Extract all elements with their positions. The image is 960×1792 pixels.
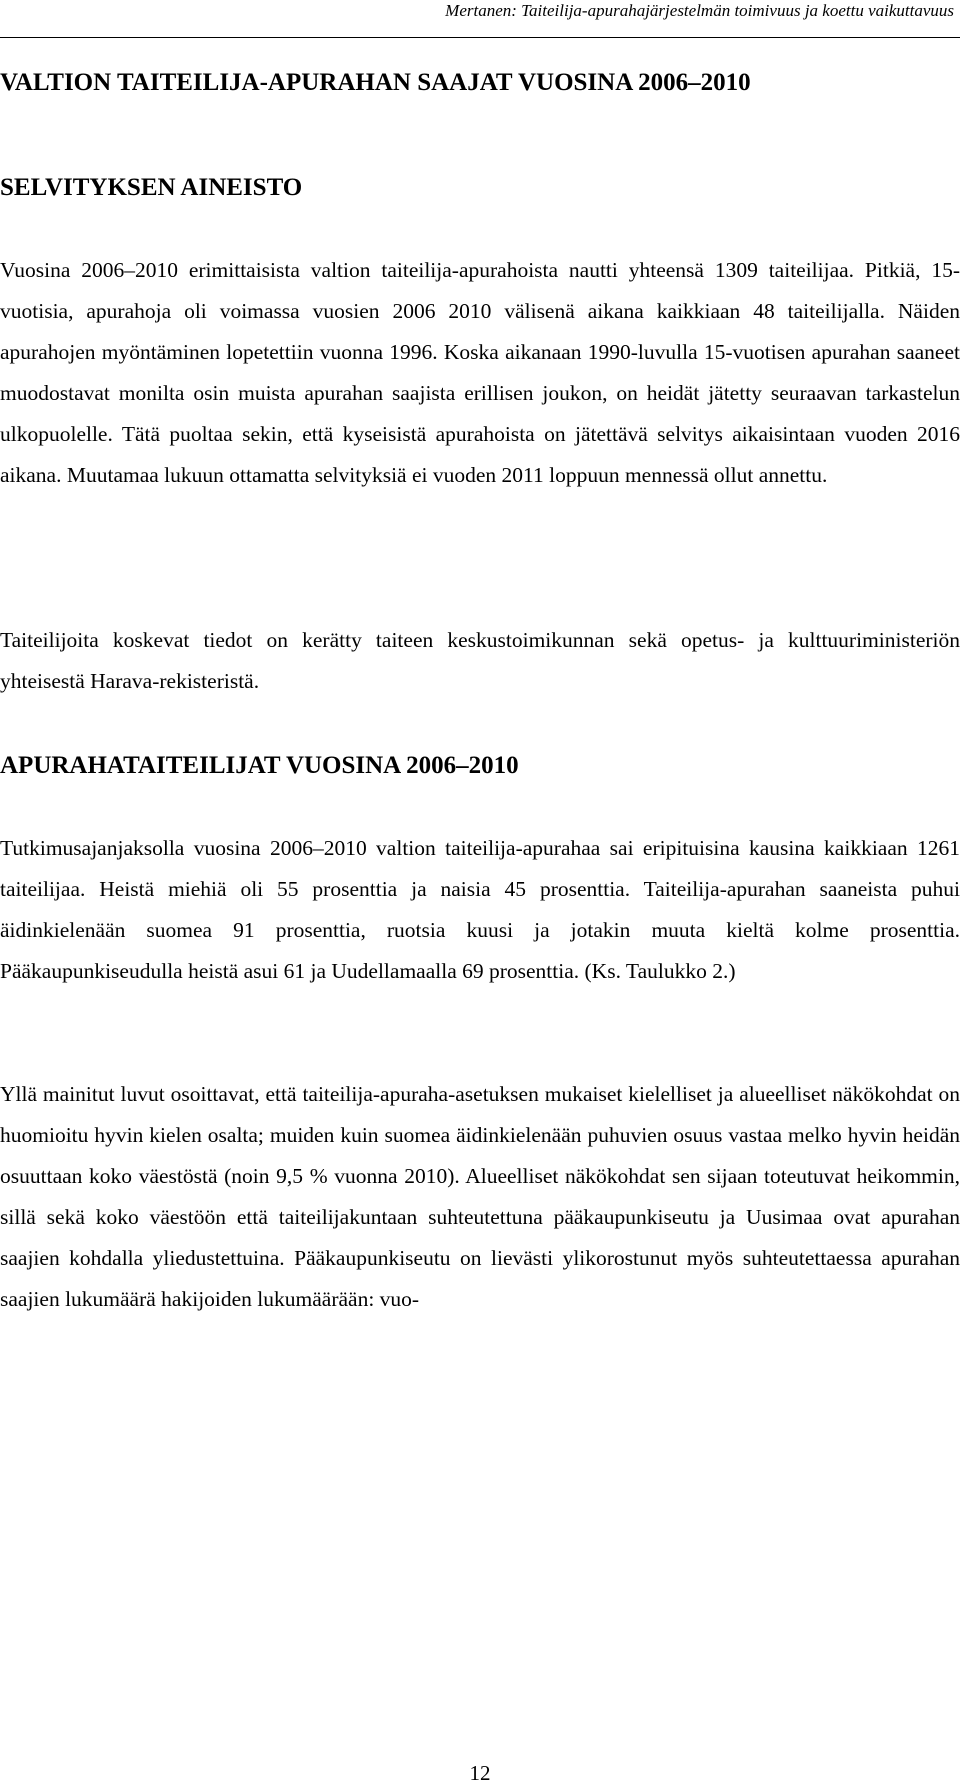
paragraph: Taiteilijoita koskevat tiedot on kerätty taiteen keskustoimikunnan sekä opetus- ja kulttuuriministeriön yhteisestä Harava-rekisteristä.	[0, 628, 960, 693]
page-number: 12	[469, 1761, 491, 1785]
paragraph: Yllä mainitut luvut osoittavat, että taiteilija-apuraha-asetuksen mukaiset kielelliset ja alueelliset näkökohdat on huomioitu hyvin kielen osalta; muiden kuin suomea äidinkielenään puhuvien osuus vastaa melko hyvin heidän osuuttaan koko väestöstä (noin 9,5 % vuonna 2010). Alueelliset näkökohdat sen sijaan toteutuvat heikommin, sillä sekä koko väestöön että taiteilijakuntaan suhteutettuna pääkaupunkiseutu ja Uusimaa ovat apurahan saajien kohdalla yliedustettuina. Pääkaupunkiseutu on lievästi ylikorostunut myös suhteutettaessa apurahan saajien lukumäärä hakijoiden lukumäärään: vuo-	[0, 1082, 960, 1311]
main-title: VALTION TAITEILIJA-APURAHAN SAAJAT VUOSINA 2006–2010	[0, 69, 751, 96]
running-header: Mertanen: Taiteilija-apurahajärjestelmän toimivuus ja koettu vaikuttavuus	[445, 1, 954, 20]
section-heading-apurahataiteilijat: APURAHATAITEILIJAT VUOSINA 2006–2010	[0, 752, 519, 779]
paragraph: Tutkimusajanjaksolla vuosina 2006–2010 valtion taiteilija-apurahaa sai eripituisina kausina kaikkiaan 1261 taiteilijaa. Heistä miehiä oli 55 prosenttia ja naisia 45 prosenttia. Taiteilija-apurahan saaneista puhui äidinkielenään suomea 91 prosenttia, ruotsia kuusi ja jotakin muuta kieltä kolme prosenttia. Pääkaupunkiseudulla heistä asui 61 ja Uudellamaalla 69 prosenttia. (Ks. Taulukko 2.)	[0, 836, 960, 983]
paragraph: Vuosina 2006–2010 erimittaisista valtion taiteilija-apurahoista nautti yhteensä 1309 taiteilijaa. Pitkiä, 15-vuotisia, apurahoja oli voimassa vuosien 2006 2010 välisenä aikana kaikkiaan 48 taiteilijalla. Näiden apurahojen myöntäminen lopetettiin vuonna 1996. Koska aikanaan 1990-luvulla 15-vuotisen apurahan saaneet muodostavat monilta osin muista apurahan saajista erillisen joukon, on heidät jätetty seuraavan tarkastelun ulkopuolelle. Tätä puoltaa sekin, että kyseisistä apurahoista on jätettävä selvitys aikaisintaan vuoden 2016 aikana. Muutamaa lukuun ottamatta selvityksiä ei vuoden 2011 loppuun mennessä ollut annettu.	[0, 258, 960, 487]
section-heading-aineisto: SELVITYKSEN AINEISTO	[0, 174, 303, 201]
header-rule	[0, 37, 960, 38]
